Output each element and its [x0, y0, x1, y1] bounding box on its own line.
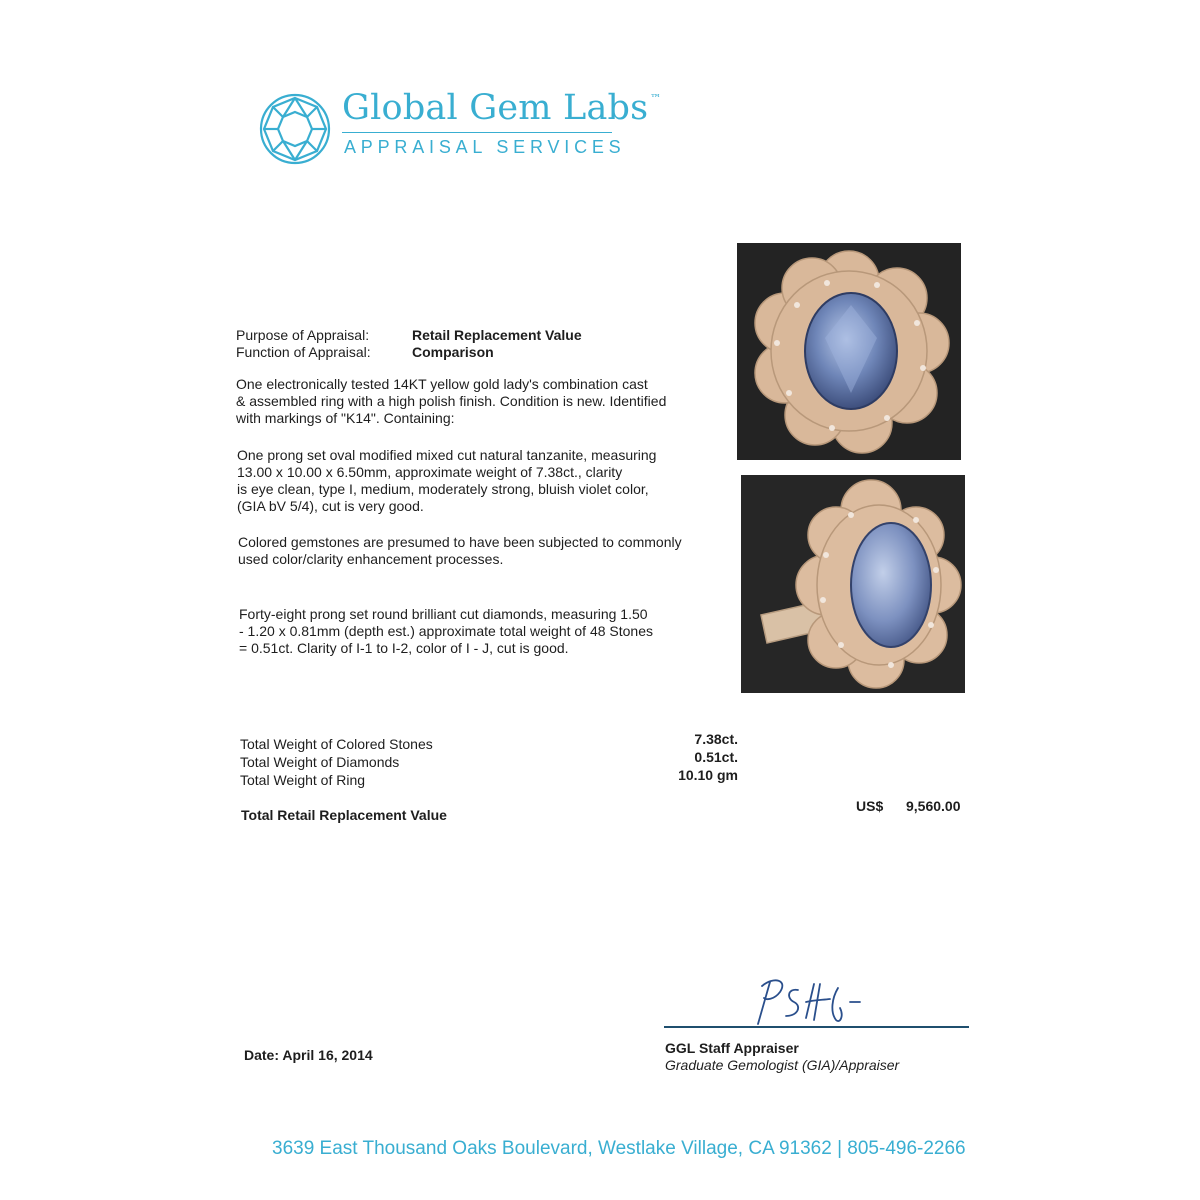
purpose-label: Purpose of Appraisal: — [236, 327, 370, 343]
purpose-row — [236, 327, 582, 344]
ring-photo-side — [741, 475, 965, 693]
function-label: Function of Appraisal: — [236, 344, 371, 360]
total-ring-weight-label: Total Weight of Ring — [240, 772, 366, 788]
total-diamonds-value: 0.51ct. — [694, 749, 738, 765]
brand-name: Global Gem Labs ™ — [342, 88, 662, 128]
enhancement-note-line: used color/clarity enhancement processes. — [238, 551, 504, 567]
appraisal-date: Date: April 16, 2014 — [244, 1047, 373, 1063]
trademark-mark: ™ — [650, 92, 662, 105]
ring-description-line: One electronically tested 14KT yellow gold lady's combination cast — [236, 376, 648, 392]
total-colored-stones-value: 7.38ct. — [694, 731, 738, 747]
enhancement-note-line: Colored gemstones are presumed to have been subjected to commonly — [238, 534, 682, 550]
purpose-value: Retail Replacement Value — [412, 327, 582, 343]
function-value: Comparison — [412, 344, 494, 360]
brand-divider — [342, 132, 612, 133]
ring-description-line: & assembled ring with a high polish finish. Condition is new. Identified — [236, 393, 667, 409]
total-ring-weight-value: 10.10 gm — [678, 767, 738, 783]
ring-photo-front — [737, 243, 961, 460]
currency-label: US$ — [856, 798, 884, 814]
function-row — [236, 344, 494, 361]
total-diamonds-label: Total Weight of Diamonds — [240, 754, 400, 770]
tanzanite-description — [237, 447, 727, 515]
total-retail-value: 9,560.00 — [906, 798, 961, 814]
diamonds-description — [239, 606, 729, 657]
tanzanite-description-line: 13.00 x 10.00 x 6.50mm, approximate weight of 7.38ct., clarity — [237, 464, 623, 480]
diamonds-description-line: - 1.20 x 0.81mm (depth est.) approximate total weight of 48 Stones — [239, 623, 653, 639]
footer-address: 3639 East Thousand Oaks Boulevard, Westlake Village, CA 91362 | 805-496-2266 — [272, 1138, 966, 1159]
diamonds-description-line: Forty-eight prong set round brilliant cut diamonds, measuring 1.50 — [239, 606, 648, 622]
tanzanite-description-line: (GIA bV 5/4), cut is very good. — [237, 498, 424, 514]
tanzanite-description-line: is eye clean, type I, medium, moderately strong, bluish violet color, — [237, 481, 649, 497]
total-retail-value-label: Total Retail Replacement Value — [241, 807, 447, 823]
total-colored-stones-label: Total Weight of Colored Stones — [240, 736, 433, 752]
ring-description-line: with markings of "K14". Containing: — [236, 410, 455, 426]
appraiser-name: GGL Staff Appraiser — [665, 1040, 799, 1056]
ring-description — [236, 376, 726, 427]
diamonds-description-line: = 0.51ct. Clarity of I-1 to I-2, color of I - J, cut is good. — [239, 640, 569, 656]
logo-diamond-icon — [258, 92, 332, 166]
signature-line — [664, 1026, 969, 1028]
brand-tagline: APPRAISAL SERVICES — [344, 137, 626, 157]
appraiser-title: Graduate Gemologist (GIA)/Appraiser — [665, 1057, 900, 1073]
tanzanite-description-line: One prong set oval modified mixed cut natural tanzanite, measuring — [237, 447, 657, 463]
enhancement-note — [238, 534, 728, 568]
appraiser-signature — [740, 972, 890, 1032]
